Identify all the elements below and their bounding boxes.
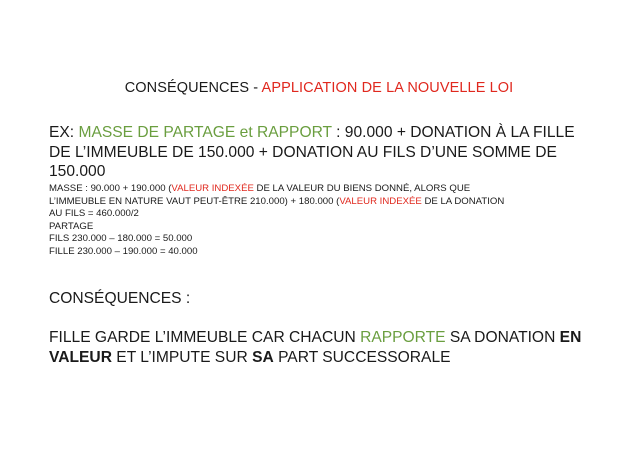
consequences-line-1 [49, 328, 609, 348]
title-part-2: APPLICATION DE [261, 80, 387, 96]
details-line-2-a: L’IMMEUBLE EN NATURE VAUT PEUT-ÊTRE 210.000) + 180.000 ( [49, 195, 340, 207]
details-block [49, 183, 609, 259]
consequences-line-2 [49, 348, 609, 368]
example-highlight: MASSE DE PARTAGE et RAPPORT [78, 124, 332, 141]
title-part-1: CONSÉQUENCES - [124, 80, 262, 96]
example-line-1 [49, 123, 609, 143]
details-indexed-value: VALEUR INDEXÉE [339, 195, 422, 207]
cons-valeur: VALEUR [49, 348, 112, 366]
details-masse-line [49, 183, 609, 196]
masse-text-a: MASSE : 90.000 + 190.000 ( [49, 183, 172, 194]
details-line-2 [49, 196, 609, 209]
details-line-2-c: DE LA DONATION [421, 195, 505, 207]
cons-sa: SA [252, 348, 274, 366]
details-partage: PARTAGE [49, 220, 94, 232]
cons-rapporte: RAPPORTE [360, 329, 446, 347]
cons-en: EN [559, 329, 582, 347]
slide-title [0, 80, 638, 96]
example-prefix: EX: [49, 124, 79, 141]
example-line-1-rest: : 90.000 + DONATION À LA FILLE [331, 124, 575, 141]
example-line-3: 150.000 [49, 163, 106, 181]
masse-indexed-value: VALEUR INDEXÉE [171, 183, 254, 194]
masse-text-c: DE LA VALEUR DU BIENS DONNÉ, ALORS QUE [253, 183, 471, 194]
example-line-2: DE L’IMMEUBLE DE 150.000 + DONATION AU FILS D’UNE SOMME DE [49, 143, 557, 161]
consequences-spacer [49, 309, 609, 329]
details-fils: FILS 230.000 – 180.000 = 50.000 [49, 233, 193, 245]
title-part-3: LA NOUVELLE LOI [386, 80, 514, 96]
consequences-block [49, 289, 609, 367]
details-fille: FILLE 230.000 – 190.000 = 40.000 [49, 245, 198, 257]
example-block [49, 123, 609, 182]
consequences-heading: CONSÉQUENCES : [49, 290, 191, 307]
cons-text-a: FILLE GARDE L’IMMEUBLE CAR CHACUN [49, 329, 361, 347]
cons-text-c: SA DONATION [445, 329, 560, 347]
cons-text-h: PART SUCCESSORALE [273, 348, 451, 366]
details-line-3: AU FILS = 460.000/2 [49, 208, 139, 220]
cons-text-f: ET L’IMPUTE SUR [111, 348, 253, 366]
